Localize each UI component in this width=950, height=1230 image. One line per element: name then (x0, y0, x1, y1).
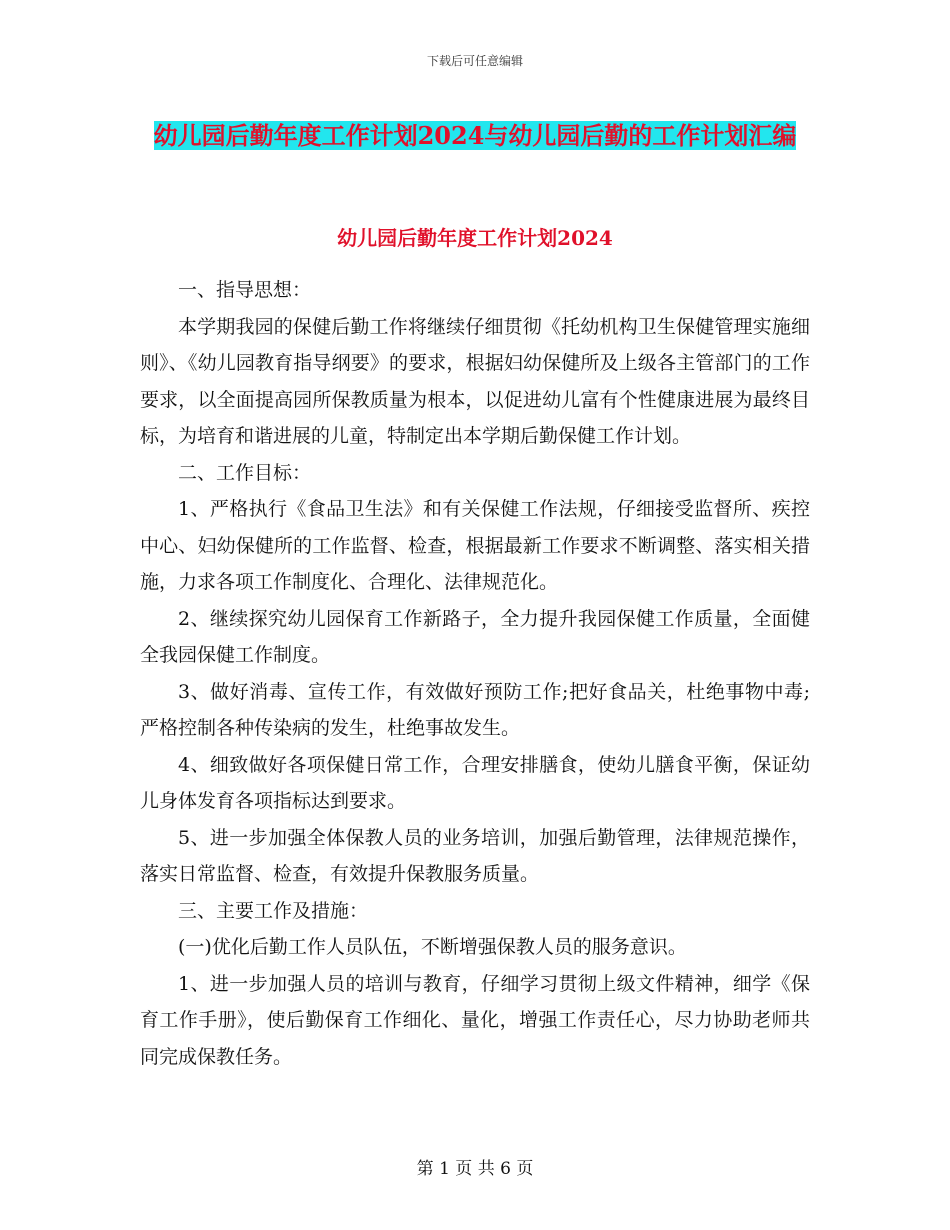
document-body (140, 272, 810, 1075)
document-title-text: 幼儿园后勤年度工作计划2024与幼儿园后勤的工作计划汇编 (153, 121, 797, 150)
page-header-note: 下载后可任意编辑 (426, 54, 523, 68)
page-number: 第 1 页 共 6 页 (416, 1159, 534, 1179)
paragraph-goal-1: 1、严格执行《食品卫生法》和有关保健工作法规，仔细接受监督所、疾控中心、妇幼保健所的工作监督、检查，根据最新工作要求不断调整、落实相关措施，力求各项工作制度化、合理化、法律规范化。 (140, 498, 810, 593)
heading-guiding-ideology: 一、指导思想： (178, 279, 312, 301)
heading-main-work: 三、主要工作及措施： (178, 899, 369, 922)
subheading-optimize-staff: (一)优化后勤工作人员队伍，不断增强保教人员的服务意识。 (178, 936, 687, 958)
paragraph-measure-1: 1、进一步加强人员的培训与教育，仔细学习贯彻上级文件精神，细学《保育工作手册》，使后勤保育工作细化、量化，增强工作责任心，尽力协助老师共同完成保教任务。 (140, 972, 810, 1068)
section-title: 幼儿园后勤年度工作计划2024 (337, 226, 613, 250)
paragraph-goal-3: 3、做好消毒、宣传工作，有效做好预防工作;把好食品关，杜绝事物中毒;严格控制各种传染病的发生，杜绝事故发生。 (140, 680, 810, 739)
paragraph-guiding-ideology: 本学期我园的保健后勤工作将继续仔细贯彻《托幼机构卫生保健管理实施细则》、《幼儿园教育指导纲要》的要求，根据妇幼保健所及上级各主管部门的工作要求，以全面提高园所保教质量为根本，以促进幼儿富有个性健康进展为最终目标，为培育和谐进展的儿童，特制定出本学期后勤保健工作计划。 (140, 315, 810, 447)
paragraph-goal-5: 5、进一步加强全体保教人员的业务培训，加强后勤管理，法律规范操作，落实日常监督、检查，有效提升保教服务质量。 (140, 826, 810, 885)
paragraph-goal-4: 4、细致做好各项保健日常工作，合理安排膳食，使幼儿膳食平衡，保证幼儿身体发育各项指标达到要求。 (140, 753, 810, 812)
document-title (140, 110, 810, 162)
heading-work-goals: 二、工作目标： (178, 461, 312, 484)
paragraph-goal-2: 2、继续探究幼儿园保育工作新路子，全力提升我园保健工作质量，全面健全我园保健工作制度。 (140, 607, 810, 666)
